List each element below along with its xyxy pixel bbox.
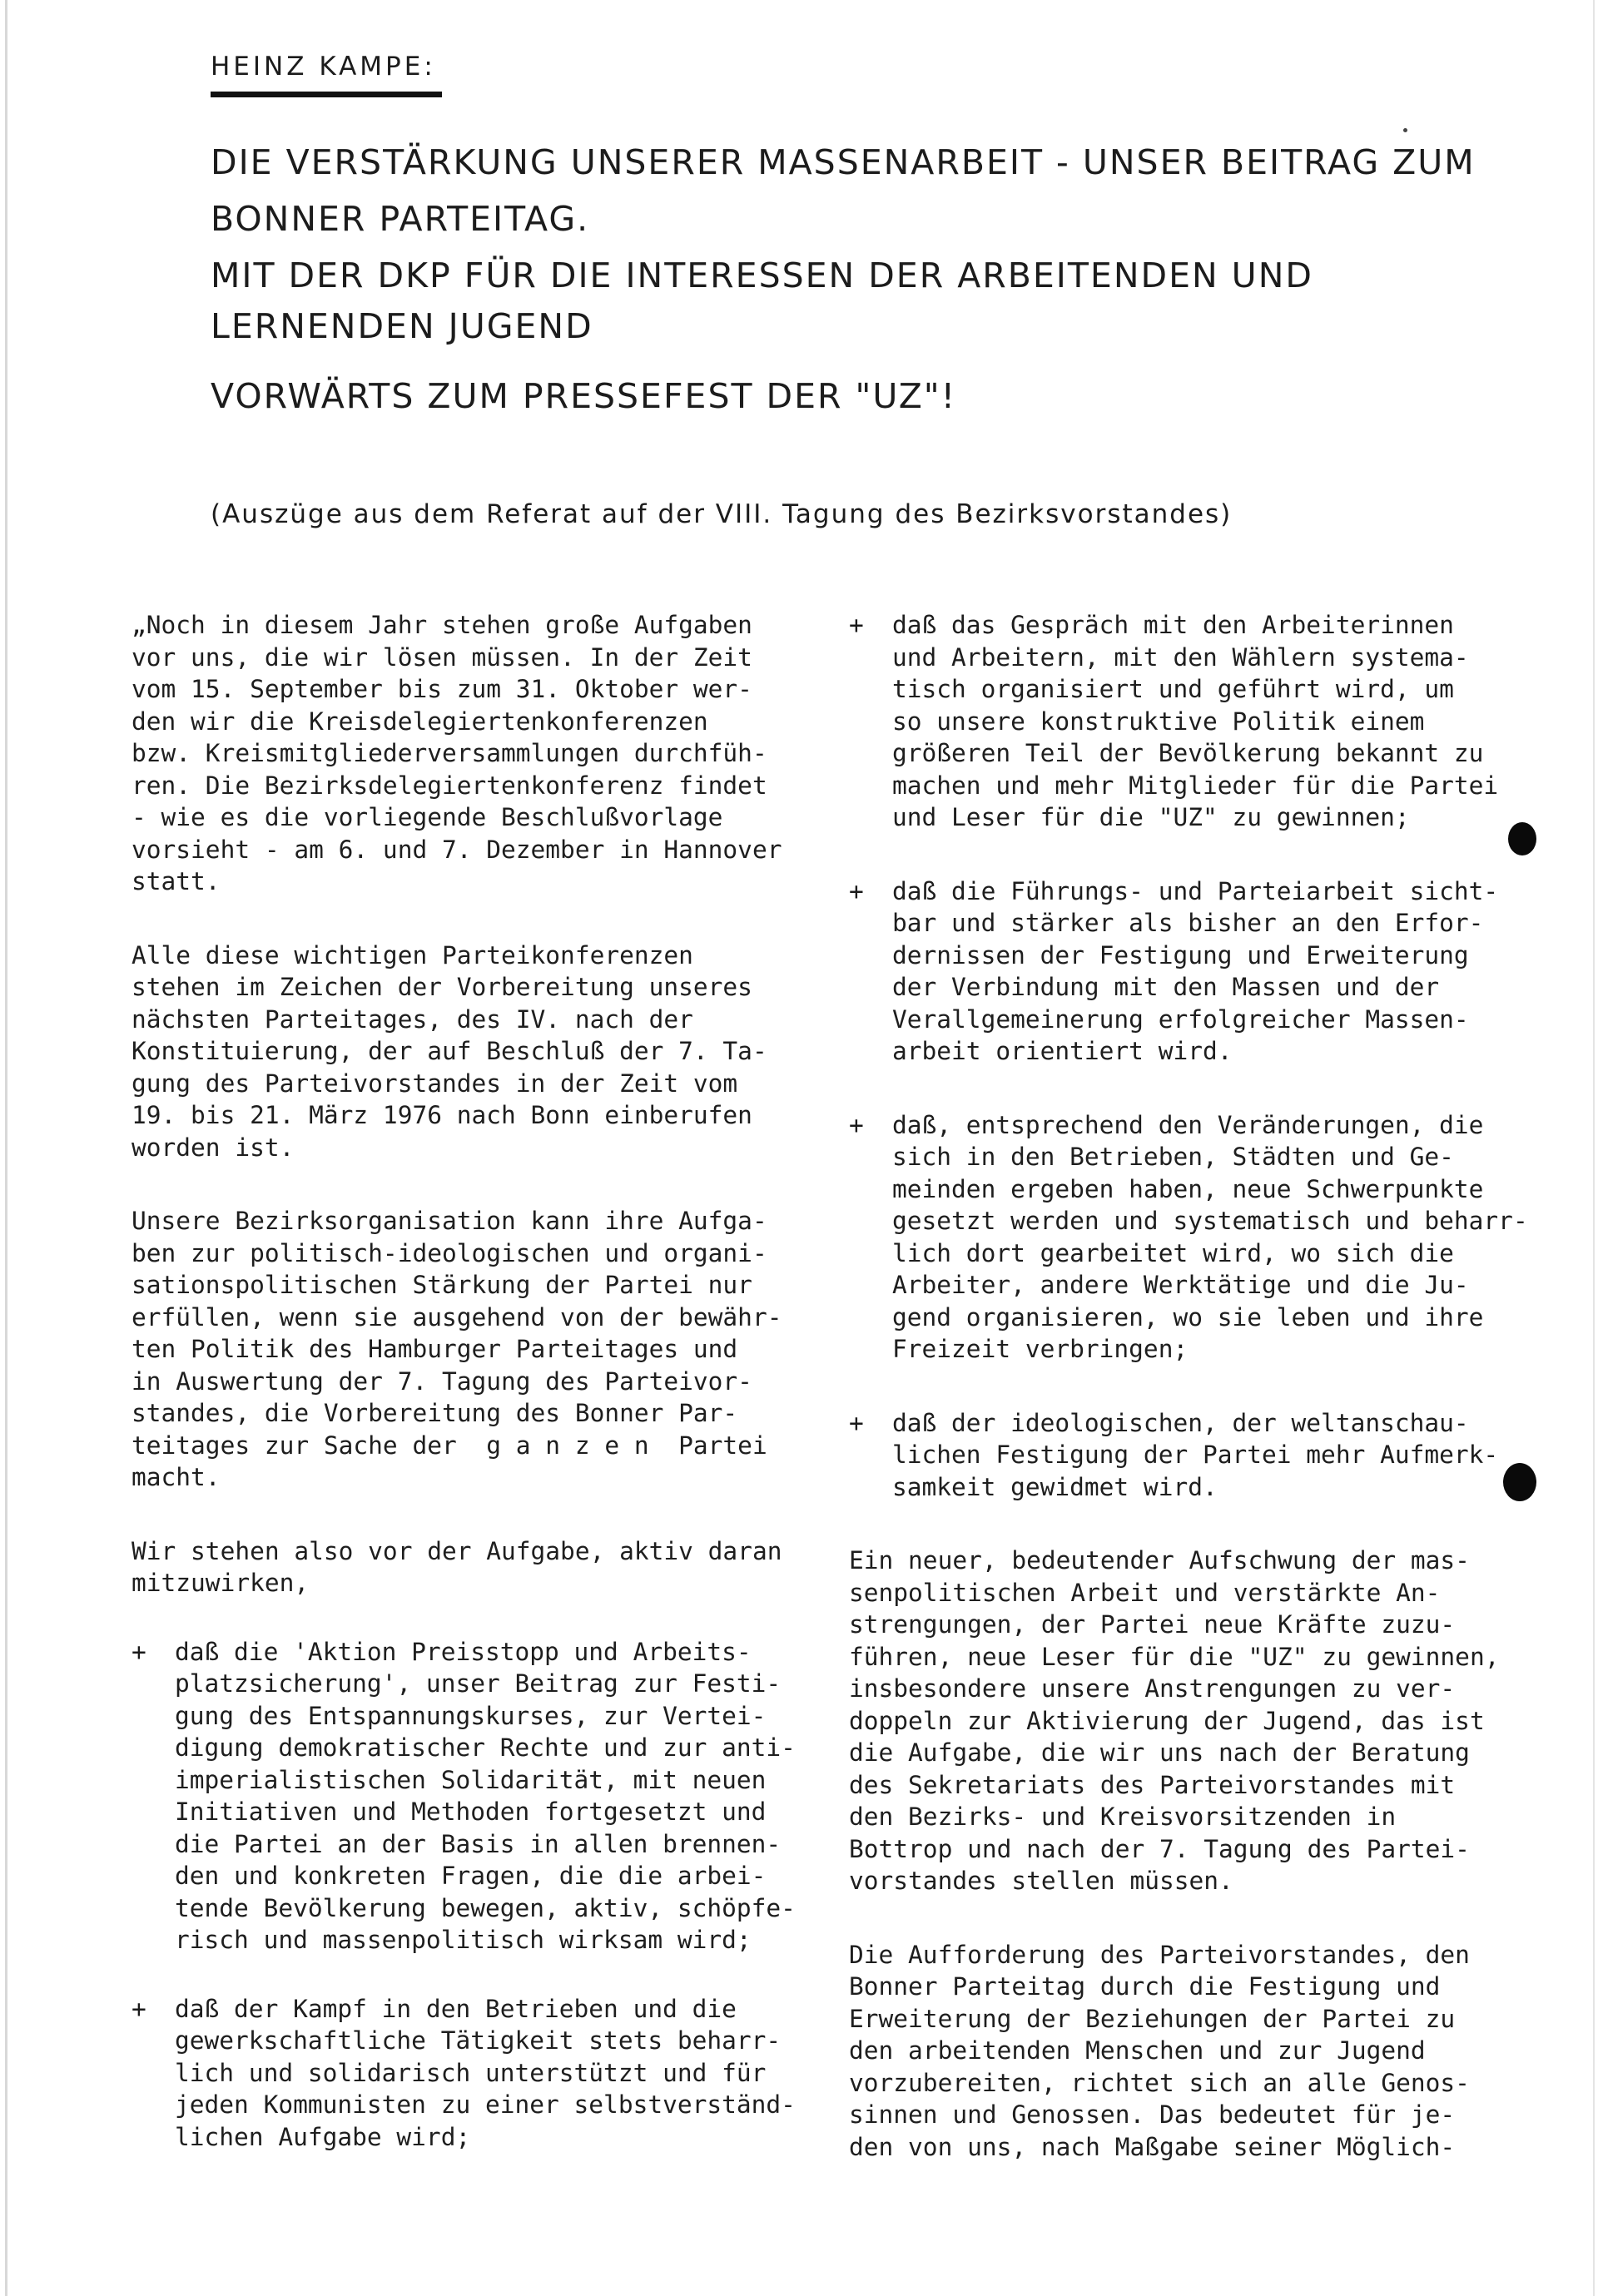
- plus-bullet-icon: +: [132, 1994, 146, 2023]
- headline-line-4: LERNENDEN JUGEND: [211, 306, 593, 346]
- paragraph: Alle diese wichtigen Parteikonferenzen stehen im Zeichen der Vorbereitung unseres nächsten Parteitages, des IV. nach der Konstituierung, der auf Beschluß der 7. Ta- gung des Parteivorstandes in der Zeit vom 19. bis 21. März 1976 nach Bonn einberufen worden ist.: [132, 940, 767, 1162]
- plus-bullet-icon: +: [132, 1637, 146, 1666]
- bullet-item: [849, 1109, 1565, 1366]
- plus-bullet-icon: +: [849, 611, 864, 639]
- bullet-text: daß die Führungs- und Parteiarbeit sicht- bar und stärker als bisher an den Erfor- dernissen der Festigung und Erweiterung der Verbindung mit den Massen und der Verallgemeinerung erfolgreicher Massen- arbeit orientiert wird.: [892, 876, 1499, 1065]
- paragraph: Wir stehen also vor der Aufgabe, aktiv daran mitzuwirken,: [132, 1536, 782, 1597]
- plus-bullet-icon: +: [849, 1110, 864, 1139]
- plus-bullet-icon: +: [849, 1408, 864, 1437]
- paragraph: Unsere Bezirksorganisation kann ihre Aufga- ben zur politisch-ideologischen und organi- sationspolitischen Stärkung der Partei nur erfüllen, wenn sie ausgehend von der bewähr- ten Politik des Hamburger Parteitages und in Auswertung der 7. Tagung des Parteivor- standes, die Vorbereitung des Bonner Par- teitages zur Sache der g a n z e n Partei macht.: [132, 1207, 782, 1491]
- paragraph: Ein neuer, bedeutender Aufschwung der mas- senpolitischen Arbeit und verstärkte An- strengungen, der Partei neue Kräfte zuzu- führen, neue Leser für die "UZ" zu gewinnen, insbesondere unsere Anstrengungen zu ver- doppeln zur Aktivierung der Jugend, das ist die Aufgabe, die wir uns nach der Beratung des Sekretariats des Parteivorstandes mit den Bezirks- und Kreisvorsitzenden in Bottrop und nach der 7. Tagung des Partei- vorstandes stellen müssen.: [849, 1546, 1500, 1895]
- bullet-item: [849, 609, 1565, 834]
- author-underline: [211, 92, 442, 97]
- headline-line-2: BONNER PARTEITAG.: [211, 199, 590, 239]
- paragraph: „Noch in diesem Jahr stehen große Aufgaben vor uns, die wir lösen müssen. In der Zeit vom 15. September bis zum 31. Oktober wer- den wir die Kreisdelegiertenkonferenzen bzw. Kreismitgliederversammlungen durchfüh- ren. Die Bezirksdelegiertenkonferenz findet - wie es die vorliegende Beschlußvorlage vorsieht - am 6. und 7. Dezember in Hannover statt.: [132, 611, 782, 895]
- headline-line-3: MIT DER DKP FÜR DIE INTERESSEN DER ARBEITENDEN UND: [211, 255, 1313, 295]
- article-subheading: (Auszüge aus dem Referat auf der VIII. Tagung des Bezirksvorstandes): [211, 499, 1233, 529]
- headline-line-5: VORWÄRTS ZUM PRESSEFEST DER "UZ"!: [211, 376, 957, 416]
- scan-page-edge-right: [1593, 0, 1595, 2296]
- plus-bullet-icon: +: [849, 876, 864, 905]
- right-text-column: [849, 609, 1565, 2163]
- bullet-text: daß der Kampf in den Betrieben und die gewerkschaftliche Tätigkeit stets beharr- lich und solidarisch unterstützt und für jeden Kommunisten zu einer selbstverständ- lichen Aufgabe wird;: [175, 1994, 796, 2151]
- author-name: HEINZ KAMPE:: [211, 52, 436, 82]
- paragraph: Die Aufforderung des Parteivorstandes, den Bonner Parteitag durch die Festigung und Erweiterung der Beziehungen der Partei zu den arbeitenden Menschen und zur Jugend vorzubereiten, richtet sich an alle Genos- sinnen und Genossen. Das bedeutet für je- den von uns, nach Maßgabe seiner Möglich-: [849, 1940, 1470, 2161]
- ink-blot: [1508, 822, 1536, 855]
- bullet-text: daß der ideologischen, der weltanschau- lichen Festigung der Partei mehr Aufmerk- samkeit gewidmet wird.: [892, 1408, 1499, 1501]
- headline-line-1: DIE VERSTÄRKUNG UNSERER MASSENARBEIT - UNSER BEITRAG ZUM: [211, 142, 1476, 182]
- left-text-column: [132, 609, 796, 2153]
- ink-blot: [1503, 1463, 1536, 1501]
- bullet-item: [132, 1993, 796, 2154]
- bullet-item: [849, 875, 1565, 1068]
- bullet-text: daß die 'Aktion Preisstopp und Arbeits- platzsicherung', unser Beitrag zur Festi- gung des Entspannungskurses, zur Vertei- digung demokratischer Rechte und zur anti- imperialistischen Solidarität, mit neuen Initiativen und Methoden fortgesetzt und die Partei an der Basis in allen brennen- den und konkreten Fragen, die die arbei- tende Bevölkerung bewegen, aktiv, schöpfe- risch und massenpolitisch wirksam wird;: [175, 1637, 796, 1954]
- scan-speck: [1403, 128, 1407, 132]
- bullet-text: daß, entsprechend den Veränderungen, die sich in den Betrieben, Städten und Ge- meinden ergeben haben, neue Schwerpunkte gesetzt werden und systematisch und beharr- lich dort gearbeitet wird, wo sich die Arbeiter, andere Werktätige und die Ju- gend organisieren, wo sie leben und ihre Freizeit verbringen;: [892, 1110, 1528, 1363]
- scan-page-edge-left: [5, 0, 7, 2296]
- bullet-text: daß das Gespräch mit den Arbeiterinnen und Arbeitern, mit den Wählern systema- tisch organisiert und geführt wird, um so unsere konstruktive Politik einem größeren Teil der Bevölkerung bekannt zu machen und mehr Mitglieder für die Partei und Leser für die "UZ" zu gewinnen;: [892, 611, 1499, 831]
- bullet-item: [849, 1407, 1565, 1504]
- bullet-item: [132, 1636, 796, 1956]
